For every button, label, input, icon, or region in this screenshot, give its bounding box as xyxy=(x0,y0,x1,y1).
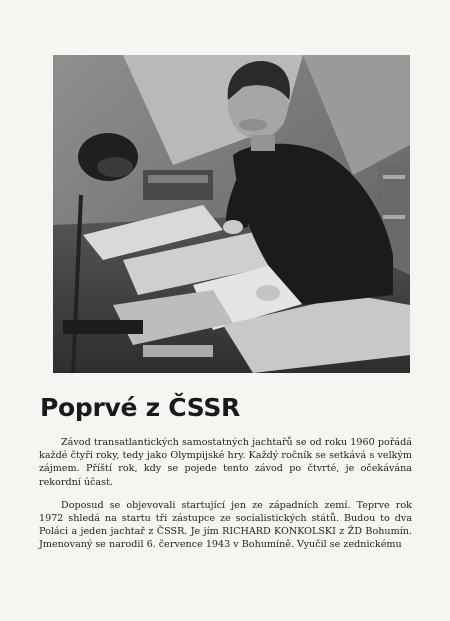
article-title: Poprvé z ČSSR xyxy=(40,393,240,422)
photograph-man-writing-at-desk-icon xyxy=(53,55,410,373)
article-paragraph: Doposud se objevovali startující jen ze západních zemí. Teprve rok 1972 shledá na startu tři zástupce ze socialistických států. Budou to dva Poláci a jeden jachtař z ČSSR. Je jím RICHARD KONKOLSKI z ŽD Bohumín. Jmenovaný se narodil 6. července 1943 v Bohumíně. Vyučil se zednickému xyxy=(39,499,412,551)
article-paragraph: Závod transatlantických samostatných jachtařů se od roku 1960 pořádá každé čtyři roky, tedy jako Olympijské hry. Každý ročník se setkává s velkým zájmem. Příští rok, kdy se pojede tento závod po čtvrté, je očekávána rekordní účast. xyxy=(39,437,412,488)
article-body xyxy=(39,436,412,562)
article-photo xyxy=(53,55,410,373)
